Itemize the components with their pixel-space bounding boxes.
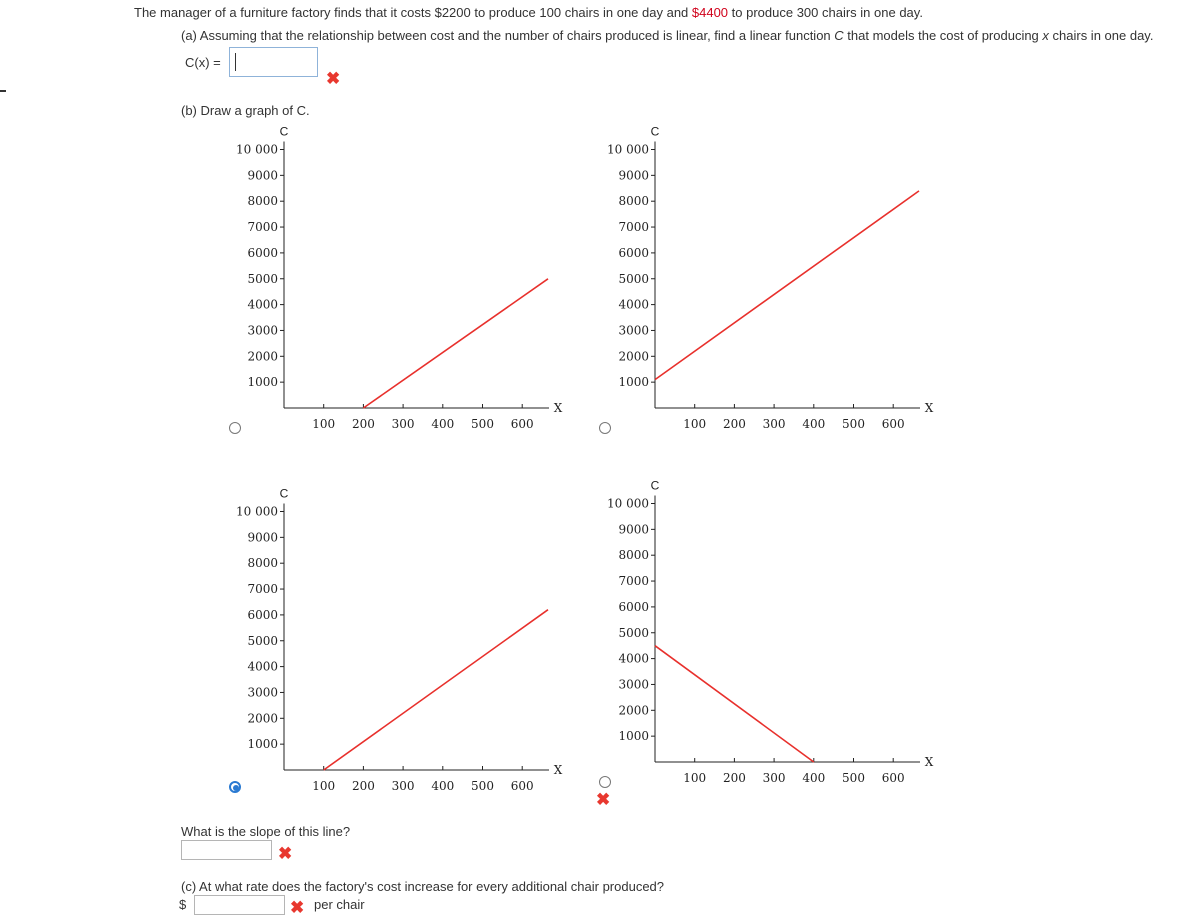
- x-tick-label: 100: [312, 779, 336, 793]
- x-tick-label: 400: [802, 771, 826, 785]
- y-tick-label: 8000: [618, 194, 649, 209]
- y-tick-label: 7000: [247, 582, 278, 597]
- problem-text-start: The manager of a furniture factory finds that it costs $2200 to produce 100 chairs in one day and: [134, 5, 692, 20]
- y-tick-label: 1000: [618, 729, 649, 744]
- x-tick-label: 400: [431, 417, 455, 431]
- part-a-prompt-x: x: [1042, 28, 1049, 43]
- x-axis-name: X: [924, 755, 934, 769]
- y-tick-label: 2000: [247, 349, 278, 364]
- y-tick-label: 1000: [247, 737, 278, 752]
- x-tick-label: 600: [881, 771, 905, 785]
- x-tick-label: 300: [391, 779, 415, 793]
- y-axis-name: C: [650, 124, 660, 139]
- y-tick-label: 4000: [618, 297, 649, 312]
- y-tick-label: 2000: [618, 703, 649, 718]
- y-tick-label: 4000: [247, 297, 278, 312]
- cost-line: [363, 279, 548, 408]
- y-tick-label: 7000: [618, 220, 649, 235]
- y-tick-label: 6000: [618, 245, 649, 260]
- graph-option-4-incorrect-icon: ✖: [596, 790, 611, 809]
- y-tick-label: 10 000: [607, 142, 649, 157]
- x-tick-label: 500: [471, 779, 494, 793]
- graph-option-3: [236, 487, 563, 794]
- y-tick-label: 6000: [247, 245, 278, 260]
- x-tick-label: 100: [683, 417, 707, 431]
- cost-line: [655, 646, 814, 762]
- currency-symbol: $: [179, 897, 187, 912]
- x-tick-label: 300: [762, 771, 786, 785]
- problem-text-end: to produce 300 chairs in one day.: [728, 5, 923, 20]
- rate-incorrect-icon: ✖: [290, 898, 305, 917]
- x-tick-label: 400: [431, 779, 455, 793]
- y-axis-name: C: [279, 486, 289, 501]
- slope-answer-input[interactable]: [181, 840, 272, 860]
- y-tick-label: 5000: [247, 271, 278, 286]
- x-tick-label: 500: [842, 417, 865, 431]
- y-axis-name: C: [279, 124, 289, 139]
- x-tick-label: 200: [351, 779, 375, 793]
- y-tick-label: 10 000: [236, 142, 278, 157]
- y-tick-label: 3000: [247, 323, 278, 338]
- y-tick-label: 9000: [618, 522, 649, 537]
- x-tick-label: 500: [471, 417, 494, 431]
- y-tick-label: 8000: [618, 548, 649, 563]
- y-tick-label: 10 000: [236, 504, 278, 519]
- rate-answer-input[interactable]: [194, 895, 285, 915]
- x-axis-name: X: [924, 401, 934, 415]
- x-tick-label: 100: [312, 417, 336, 431]
- y-tick-label: 7000: [618, 574, 649, 589]
- y-tick-label: 1000: [618, 375, 649, 390]
- y-tick-label: 7000: [247, 220, 278, 235]
- x-tick-label: 600: [881, 417, 905, 431]
- y-tick-label: 2000: [247, 711, 278, 726]
- problem-highlight-value: $4400: [691, 5, 729, 20]
- y-tick-label: 2000: [618, 349, 649, 364]
- y-tick-label: 4000: [618, 651, 649, 666]
- slope-question: What is the slope of this line?: [181, 824, 351, 839]
- part-a-prompt-end: chairs in one day.: [1048, 28, 1154, 43]
- x-tick-label: 600: [510, 417, 534, 431]
- graph-option-1: [236, 125, 563, 432]
- y-tick-label: 3000: [618, 677, 649, 692]
- y-tick-label: 5000: [618, 271, 649, 286]
- part-a-prompt-start: (a) Assuming that the relationship between cost and the number of chairs produced is linear, find a linear function: [181, 28, 835, 43]
- y-tick-label: 5000: [618, 625, 649, 640]
- part-b-prompt: (b) Draw a graph of C.: [181, 103, 310, 118]
- cx-incorrect-icon: ✖: [326, 69, 341, 88]
- y-tick-label: 8000: [247, 194, 278, 209]
- y-tick-label: 4000: [247, 659, 278, 674]
- graph-option-4: [607, 479, 934, 786]
- slope-incorrect-icon: ✖: [278, 844, 293, 863]
- x-axis-name: X: [553, 763, 563, 777]
- x-tick-label: 300: [391, 417, 415, 431]
- part-a-prompt-mid: that models the cost of producing: [843, 28, 1043, 43]
- cost-line: [655, 191, 919, 380]
- rate-unit-label: per chair: [314, 897, 365, 912]
- y-tick-label: 9000: [618, 168, 649, 183]
- y-tick-label: 8000: [247, 556, 278, 571]
- x-tick-label: 400: [802, 417, 826, 431]
- x-tick-label: 600: [510, 779, 534, 793]
- x-axis-name: X: [553, 401, 563, 415]
- x-tick-label: 200: [722, 771, 746, 785]
- cx-label: C(x) =: [185, 55, 221, 70]
- x-tick-label: 200: [351, 417, 375, 431]
- x-tick-label: 200: [722, 417, 746, 431]
- y-tick-label: 1000: [247, 375, 278, 390]
- y-tick-label: 10 000: [607, 496, 649, 511]
- y-axis-name: C: [650, 478, 660, 493]
- part-a-prompt-c: C: [834, 28, 844, 43]
- y-tick-label: 3000: [247, 685, 278, 700]
- y-tick-label: 3000: [618, 323, 649, 338]
- y-tick-label: 5000: [247, 633, 278, 648]
- part-c-prompt: (c) At what rate does the factory's cost increase for every additional chair produced?: [181, 879, 665, 894]
- y-tick-label: 6000: [247, 607, 278, 622]
- y-tick-label: 9000: [247, 168, 278, 183]
- cost-line: [324, 610, 548, 770]
- y-tick-label: 9000: [247, 530, 278, 545]
- graph-option-2: [607, 125, 934, 432]
- y-tick-label: 6000: [618, 599, 649, 614]
- x-tick-label: 300: [762, 417, 786, 431]
- x-tick-label: 100: [683, 771, 707, 785]
- x-tick-label: 500: [842, 771, 865, 785]
